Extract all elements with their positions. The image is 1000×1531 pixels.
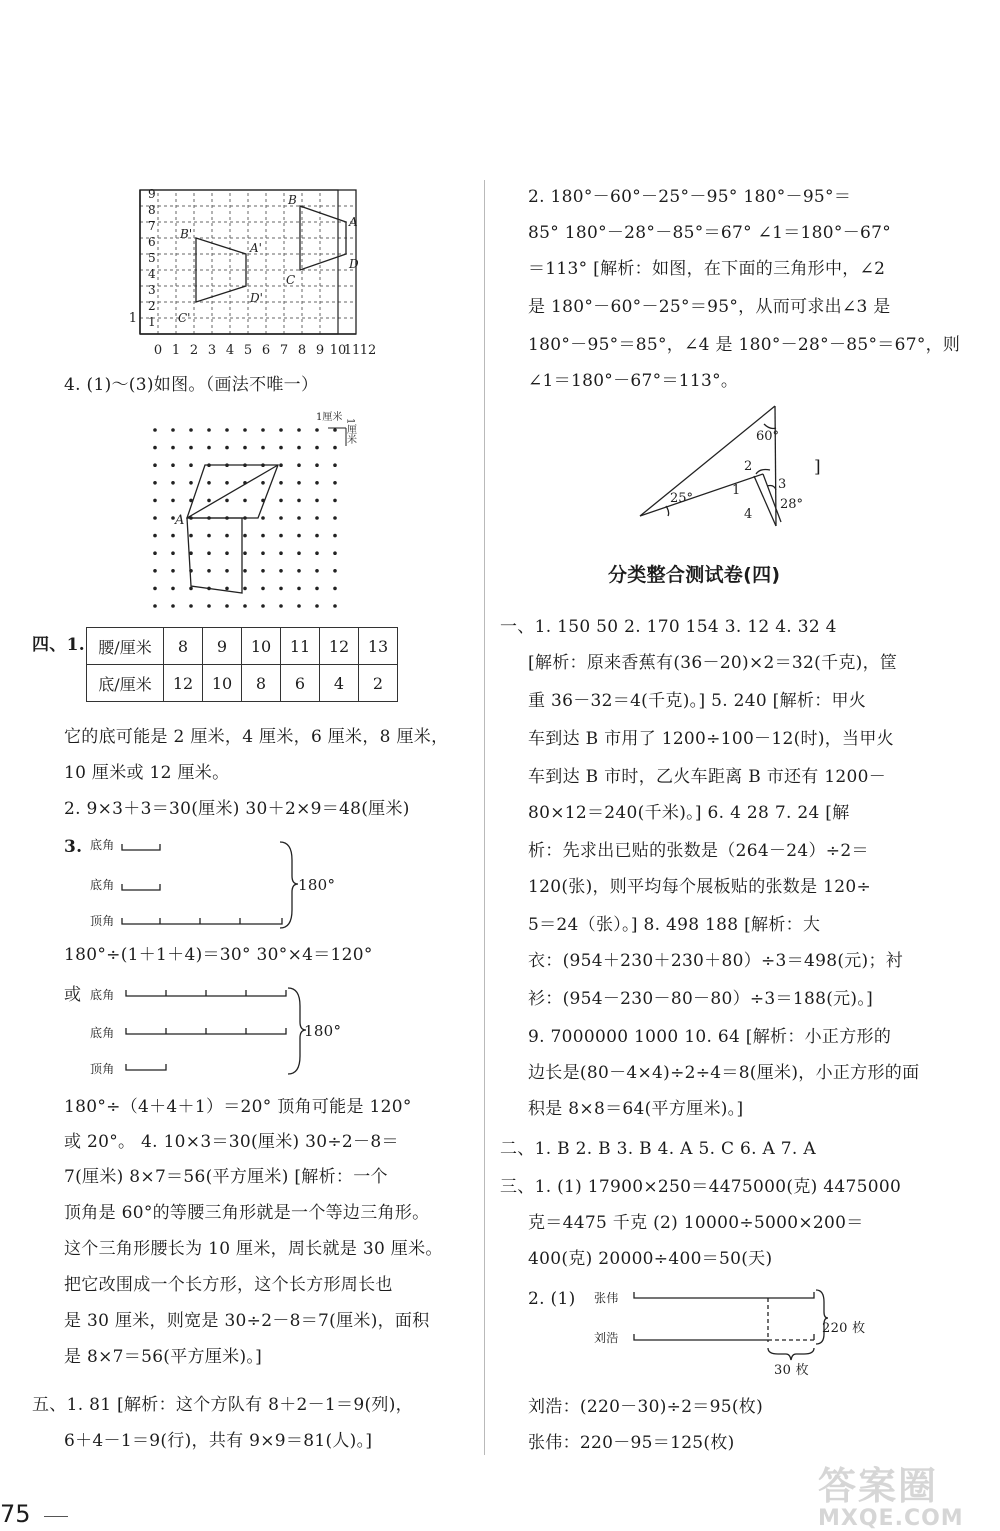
grid-dot [243, 551, 247, 555]
point-label: B' [180, 227, 193, 241]
grid-dot [225, 481, 229, 485]
grid-dot [171, 499, 175, 503]
grid-dot [261, 587, 265, 591]
grid-dot [225, 587, 229, 591]
text-line: 克＝4475 千克 (2) 10000÷5000×200＝ [528, 1213, 864, 1233]
grid-dot [279, 604, 283, 608]
grid-dot [315, 446, 319, 450]
grid-dot [279, 481, 283, 485]
text-line: 400(克) 20000÷400＝50(天) [528, 1249, 773, 1269]
grid-dot [207, 446, 211, 450]
grid-dot [333, 569, 337, 573]
data-table [86, 627, 398, 702]
grid-dot [315, 428, 319, 432]
grid-dot [189, 463, 193, 467]
point-label: A' [250, 241, 262, 255]
table-head: 底/厘米 [87, 665, 164, 702]
table-cell: 2 [359, 665, 398, 702]
grid-dot [243, 569, 247, 573]
text-line: 车到达 B 市时，乙火车距离 B 市还有 1200－ [528, 767, 887, 787]
grid-dot [333, 463, 337, 467]
page-number-dash [44, 1516, 68, 1517]
grid-dot [207, 481, 211, 485]
angle-label: 25° [670, 491, 694, 506]
text-line: 析：先求出已贴的张数是（264－24）÷2＝ [528, 841, 869, 861]
grid-dot [261, 569, 265, 573]
grid-dot [297, 481, 301, 485]
or-label: 或 [64, 985, 82, 1005]
text-line: ∠1＝180°－67°＝113°。 [528, 371, 739, 391]
seg-label: 顶角 [90, 914, 115, 928]
grid-dot [261, 604, 265, 608]
x-tick: 8 [297, 343, 307, 358]
text-line: 3. [64, 837, 83, 857]
watermark-logo: 答案圈 [818, 1464, 939, 1508]
grid-dot [315, 499, 319, 503]
text-line: 80×12＝240(千米)。] 6. 4 28 7. 24 [解 [528, 803, 850, 823]
grid-dot [243, 604, 247, 608]
grid-dot [279, 463, 283, 467]
segment-diagram-2 [124, 986, 314, 1078]
grid-dot [333, 481, 337, 485]
grid-dot [333, 551, 337, 555]
y-tick: 2 [148, 299, 156, 313]
y-tick: 1 [148, 315, 156, 329]
seg-label: 底角 [90, 838, 115, 852]
grid-dot [153, 446, 157, 450]
seg-label: 顶角 [90, 1062, 115, 1076]
y-tick: 9 [148, 187, 156, 201]
text-line: 180°÷(1＋1＋4)＝30° 30°×4＝120° [64, 945, 373, 965]
text-line: 车到达 B 市用了 1200÷100－12(时)，当甲火 [528, 729, 894, 749]
seg-sum: 180° [304, 1022, 342, 1040]
grid-dot [189, 587, 193, 591]
grid-dot [207, 551, 211, 555]
grid-dot [243, 446, 247, 450]
text-line: 张伟：220－95＝125(枚) [528, 1433, 735, 1453]
text-line: [解析：原来香蕉有(36－20)×2＝32(千克)，筐 [528, 653, 898, 673]
grid-dot [225, 604, 229, 608]
section-title: 分类整合测试卷(四) [608, 564, 781, 586]
watermark [818, 1465, 964, 1531]
grid-dot [333, 604, 337, 608]
grid-dot [225, 534, 229, 538]
grid-dot [297, 534, 301, 538]
dot-grid [150, 408, 370, 613]
grid-dot [297, 569, 301, 573]
grid-dot [279, 587, 283, 591]
grid-dot [279, 534, 283, 538]
text-line: 7(厘米) 8×7＝56(平方厘米) [解析：一个 [64, 1167, 388, 1187]
grid-dot [297, 551, 301, 555]
x-tick: 0 [153, 343, 163, 358]
grid-dot [261, 446, 265, 450]
grid-dot [279, 446, 283, 450]
table-row [87, 665, 398, 702]
grid-dot [261, 534, 265, 538]
grid-dot [315, 604, 319, 608]
grid-dot [153, 534, 157, 538]
x-tick: 10 [329, 343, 347, 358]
segment-diagram-1 [120, 838, 300, 930]
text-line: 120(张)，则平均每个展板贴的张数是 120÷ [528, 877, 872, 897]
grid-dot [153, 604, 157, 608]
grid-dot [171, 551, 175, 555]
seg-label: 底角 [90, 878, 115, 892]
grid-dot [315, 551, 319, 555]
grid-dot [171, 587, 175, 591]
grid-dot [279, 516, 283, 520]
unit-label-h: 1厘米 [316, 412, 343, 423]
x-tick: 6 [261, 343, 271, 358]
text-line: 边长是(80－4×4)÷2÷4＝8(厘米)，小正方形的面 [528, 1063, 920, 1083]
angle-label: 2 [744, 459, 753, 474]
x-tick: 1 [171, 343, 181, 358]
bar-sum: 220 枚 [822, 1321, 866, 1336]
grid-dot [333, 516, 337, 520]
grid-dot [315, 463, 319, 467]
grid-dot [261, 516, 265, 520]
x-tick: 4 [225, 343, 235, 358]
grid-dot [333, 428, 337, 432]
grid-dot [171, 534, 175, 538]
watermark-url: MXQE.COM [818, 1506, 964, 1531]
grid-dot [315, 587, 319, 591]
grid-dot [315, 534, 319, 538]
text-line: ＝113° [解析：如图，在下面的三角形中，∠2 [528, 259, 886, 279]
x-tick: 11 [343, 343, 361, 358]
table-cell: 12 [164, 665, 203, 702]
text-line: 重 36－32＝4(千克)。] 5. 240 [解析：甲火 [528, 691, 867, 711]
grid-dot [207, 499, 211, 503]
y-tick: 8 [148, 203, 156, 217]
text-line: 10 厘米或 12 厘米。 [64, 763, 230, 783]
grid-dot [315, 569, 319, 573]
grid-dot [297, 463, 301, 467]
grid-dot [207, 569, 211, 573]
y-tick: 6 [148, 235, 156, 249]
y-tick: 1 [128, 311, 137, 326]
text-line: 一、1. 150 50 2. 170 154 3. 12 4. 32 4 [500, 617, 837, 637]
grid-dot [225, 551, 229, 555]
text-line: 2. 9×3＋3＝30(厘米) 30＋2×9＝48(厘米) [64, 799, 410, 819]
text-line: 衫：(954－230－80－80）÷3＝188(元)。] [528, 989, 874, 1009]
grid-dot [333, 499, 337, 503]
table-cell: 8 [164, 628, 203, 665]
x-tick: 2 [189, 343, 199, 358]
table-cell: 10 [242, 628, 281, 665]
y-tick: 3 [148, 283, 156, 297]
grid-dot [189, 534, 193, 538]
bar-name: 张伟 [594, 1291, 619, 1305]
grid-dot [225, 569, 229, 573]
text-line: 衣：(954＋230＋230＋80）÷3＝498(元)；衬 [528, 951, 904, 971]
point-label: C [286, 273, 296, 287]
grid-dot [153, 569, 157, 573]
point-label: D' [250, 291, 263, 305]
grid-dot [297, 499, 301, 503]
bar-name: 刘浩 [594, 1331, 619, 1345]
table-cell: 6 [281, 665, 320, 702]
coordinate-grid [128, 182, 380, 360]
bracket: ] [814, 457, 821, 477]
x-tick: 12 [359, 343, 377, 358]
point-label: A [175, 513, 185, 528]
grid-dot [243, 428, 247, 432]
angle-label: 28° [780, 497, 804, 512]
grid-dot [297, 604, 301, 608]
section-4-label: 四、1. [32, 635, 85, 655]
text-line: 二、1. B 2. B 3. B 4. A 5. C 6. A 7. A [500, 1139, 816, 1159]
column-divider [484, 180, 485, 1455]
grid-dot [297, 516, 301, 520]
text-line: 这个三角形腰长为 10 厘米，周长就是 30 厘米。 [64, 1239, 443, 1259]
table-row [87, 628, 398, 665]
table-cell: 9 [203, 628, 242, 665]
seg-sum: 180° [298, 876, 336, 894]
table-head: 腰/厘米 [87, 628, 164, 665]
grid-dot [333, 446, 337, 450]
grid-dot [333, 587, 337, 591]
grid-dot [207, 604, 211, 608]
point-label: A [349, 215, 358, 229]
bar-diff: 30 枚 [774, 1363, 809, 1378]
grid-dot [243, 499, 247, 503]
angle-label: 4 [744, 507, 753, 522]
grid-dot [225, 446, 229, 450]
grid-dot [261, 481, 265, 485]
x-tick: 5 [243, 343, 253, 358]
point-label: B [288, 193, 297, 207]
y-tick: 5 [148, 251, 156, 265]
grid-dot [153, 428, 157, 432]
text-line: 6＋4－1＝9(行)，共有 9×9＝81(人)。] [64, 1431, 373, 1451]
text-line: 五、1. 81 [解析：这个方队有 8＋2－1＝9(列)， [32, 1395, 413, 1415]
angle-label: 3 [778, 477, 787, 492]
text-line: 是 180°－60°－25°＝95°，从而可求出∠3 是 [528, 297, 891, 317]
grid-dot [333, 534, 337, 538]
text-line: 它的底可能是 2 厘米，4 厘米，6 厘米，8 厘米， [64, 727, 449, 747]
text-line: 是 30 厘米，则宽是 30÷2－8＝7(厘米)，面积 [64, 1311, 430, 1331]
text-line: 把它改围成一个长方形，这个长方形周长也 [64, 1275, 393, 1295]
grid-dot [153, 551, 157, 555]
table-cell: 8 [242, 665, 281, 702]
grid-dot [153, 516, 157, 520]
seg-label: 底角 [90, 1026, 115, 1040]
unit-label-v: 1厘米 [344, 418, 356, 445]
grid-dot [189, 604, 193, 608]
grid-dot [315, 516, 319, 520]
x-tick: 7 [279, 343, 289, 358]
angle-triangle-diagram [636, 404, 836, 530]
grid-dot [171, 481, 175, 485]
grid-dot [243, 587, 247, 591]
grid-dot [225, 428, 229, 432]
table-cell: 11 [281, 628, 320, 665]
grid-dot [171, 428, 175, 432]
point-label: D [349, 257, 359, 271]
q4-line: 4. (1)～(3)如图。（画法不唯一） [64, 375, 319, 395]
grid-dot [207, 428, 211, 432]
text-line: 9. 7000000 1000 10. 64 [解析：小正方形的 [528, 1027, 892, 1047]
grid-dot [189, 446, 193, 450]
grid-dot [297, 587, 301, 591]
y-tick: 7 [148, 219, 156, 233]
text-line: 2. (1) [528, 1289, 576, 1309]
angle-label: 1 [732, 483, 741, 498]
text-line: 5＝24（张）。] 8. 498 188 [解析：大 [528, 915, 821, 935]
grid-dot [189, 428, 193, 432]
y-tick: 4 [148, 267, 156, 281]
text-line: 180°÷（4＋4＋1）＝20° 顶角可能是 120° [64, 1097, 412, 1117]
grid-dot [279, 428, 283, 432]
x-tick: 3 [207, 343, 217, 358]
grid-dot [171, 569, 175, 573]
text-line: 顶角是 60°的等腰三角形就是一个等边三角形。 [64, 1203, 430, 1223]
grid-dot [297, 428, 301, 432]
angle-label: 60° [756, 429, 780, 444]
grid-dot [153, 481, 157, 485]
table-cell: 12 [320, 628, 359, 665]
grid-dot [297, 446, 301, 450]
grid-dot [261, 428, 265, 432]
grid-dot [315, 481, 319, 485]
x-tick: 9 [315, 343, 325, 358]
grid-dot [279, 569, 283, 573]
table-cell: 13 [359, 628, 398, 665]
text-line: 180°－95°＝85°，∠4 是 180°－28°－85°＝67°，则 [528, 335, 961, 355]
grid-dot [243, 534, 247, 538]
grid-dot [171, 463, 175, 467]
text-line: 是 8×7＝56(平方厘米)。] [64, 1347, 263, 1367]
grid-dot [153, 587, 157, 591]
text-line: 85° 180°－28°－85°＝67° ∠1＝180°－67° [528, 223, 892, 243]
grid-dot [171, 446, 175, 450]
text-line: 三、1. (1) 17900×250＝4475000(克) 4475000 [500, 1177, 902, 1197]
grid-dot [279, 499, 283, 503]
grid-dot [207, 534, 211, 538]
grid-dot [189, 481, 193, 485]
page-number: 75 [0, 1500, 31, 1528]
table-cell: 4 [320, 665, 359, 702]
table-cell: 10 [203, 665, 242, 702]
grid-dot [153, 499, 157, 503]
text-line: 或 20°。 4. 10×3＝30(厘米) 30÷2－8＝ [64, 1132, 399, 1152]
text-line: 刘浩：(220－30)÷2＝95(枚) [528, 1397, 764, 1417]
grid-dot [153, 463, 157, 467]
text-line: 积是 8×8＝64(平方厘米)。] [528, 1099, 744, 1119]
seg-label: 底角 [90, 988, 115, 1002]
grid-dot [261, 551, 265, 555]
grid-dot [225, 499, 229, 503]
text-line: 2. 180°－60°－25°－95° 180°－95°＝ [528, 187, 852, 207]
grid-dot [171, 604, 175, 608]
grid-dot [279, 551, 283, 555]
point-label: C' [178, 311, 191, 325]
